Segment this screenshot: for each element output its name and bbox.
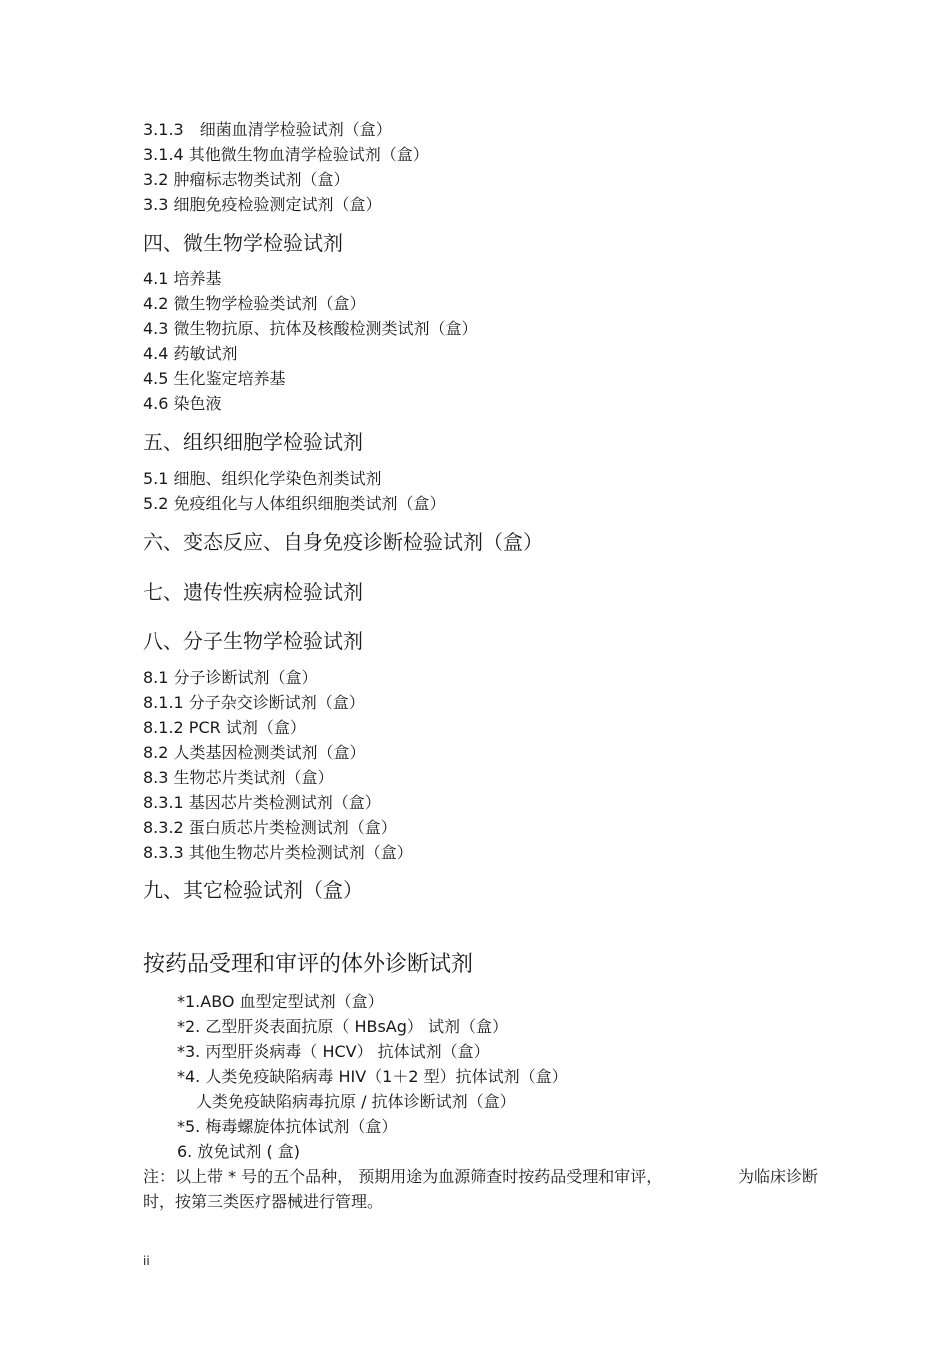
note-line-1-left: 注：以上带 * 号的五个品种， 预期用途为血源筛查时按药品受理和审评， <box>143 1167 663 1186</box>
section-heading-5: 五、组织细胞学检验试剂 <box>143 430 363 454</box>
item-4-4: 4.4 药敏试剂 <box>143 344 238 363</box>
item-5-2: 5.2 免疫组化与人体组织细胞类试剂（盒） <box>143 494 446 513</box>
drug-item-6: 6. 放免试剂 ( 盒) <box>177 1142 301 1161</box>
item-4-6: 4.6 染色液 <box>143 394 222 413</box>
item-4-3: 4.3 微生物抗原、抗体及核酸检测类试剂（盒） <box>143 319 478 338</box>
drug-item-5: *5. 梅毒螺旋体抗体试剂（盒） <box>177 1117 398 1136</box>
item-3-1-4: 3.1.4 其他微生物血清学检验试剂（盒） <box>143 145 429 164</box>
item-3-1-3: 3.1.3 细菌血清学检验试剂（盒） <box>143 120 392 139</box>
item-4-2: 4.2 微生物学检验类试剂（盒） <box>143 294 366 313</box>
drug-item-1: *1.ABO 血型定型试剂（盒） <box>177 992 384 1011</box>
item-4-1: 4.1 培养基 <box>143 269 222 288</box>
item-5-1: 5.1 细胞、组织化学染色剂类试剂 <box>143 469 382 488</box>
section-heading-4: 四、微生物学检验试剂 <box>143 231 343 255</box>
drug-review-title: 按药品受理和审评的体外诊断试剂 <box>143 952 474 977</box>
item-8-3-1: 8.3.1 基因芯片类检测试剂（盒） <box>143 793 381 812</box>
item-8-3-2: 8.3.2 蛋白质芯片类检测试剂（盒） <box>143 818 397 837</box>
drug-item-2: *2. 乙型肝炎表面抗原（ HBsAg） 试剂（盒） <box>177 1017 508 1036</box>
section-heading-6: 六、变态反应、自身免疫诊断检验试剂（盒） <box>143 530 543 554</box>
section-heading-7: 七、遗传性疾病检验试剂 <box>143 580 363 604</box>
drug-item-4: *4. 人类免疫缺陷病毒 HIV（1＋2 型）抗体试剂（盒） <box>177 1067 568 1086</box>
item-3-2: 3.2 肿瘤标志物类试剂（盒） <box>143 170 350 189</box>
item-8-3: 8.3 生物芯片类试剂（盒） <box>143 768 334 787</box>
note-line-1-right: 为临床诊断 <box>738 1167 819 1186</box>
item-8-1: 8.1 分子诊断试剂（盒） <box>143 668 318 687</box>
item-8-3-3: 8.3.3 其他生物芯片类检测试剂（盒） <box>143 843 413 862</box>
drug-item-4-continued: 人类免疫缺陷病毒抗原 / 抗体诊断试剂（盒） <box>196 1092 516 1111</box>
section-heading-8: 八、分子生物学检验试剂 <box>143 629 363 653</box>
item-4-5: 4.5 生化鉴定培养基 <box>143 369 286 388</box>
note-line-2: 时，按第三类医疗器械进行管理。 <box>143 1192 384 1211</box>
item-8-1-1: 8.1.1 分子杂交诊断试剂（盒） <box>143 693 365 712</box>
item-8-2: 8.2 人类基因检测类试剂（盒） <box>143 743 366 762</box>
page-number: ii <box>143 1254 150 1268</box>
item-8-1-2: 8.1.2 PCR 试剂（盒） <box>143 718 306 737</box>
item-3-3: 3.3 细胞免疫检验测定试剂（盒） <box>143 195 382 214</box>
note-line-1 <box>143 1167 662 1187</box>
section-heading-9: 九、其它检验试剂（盒） <box>143 878 363 902</box>
drug-item-3: *3. 丙型肝炎病毒（ HCV） 抗体试剂（盒） <box>177 1042 490 1061</box>
